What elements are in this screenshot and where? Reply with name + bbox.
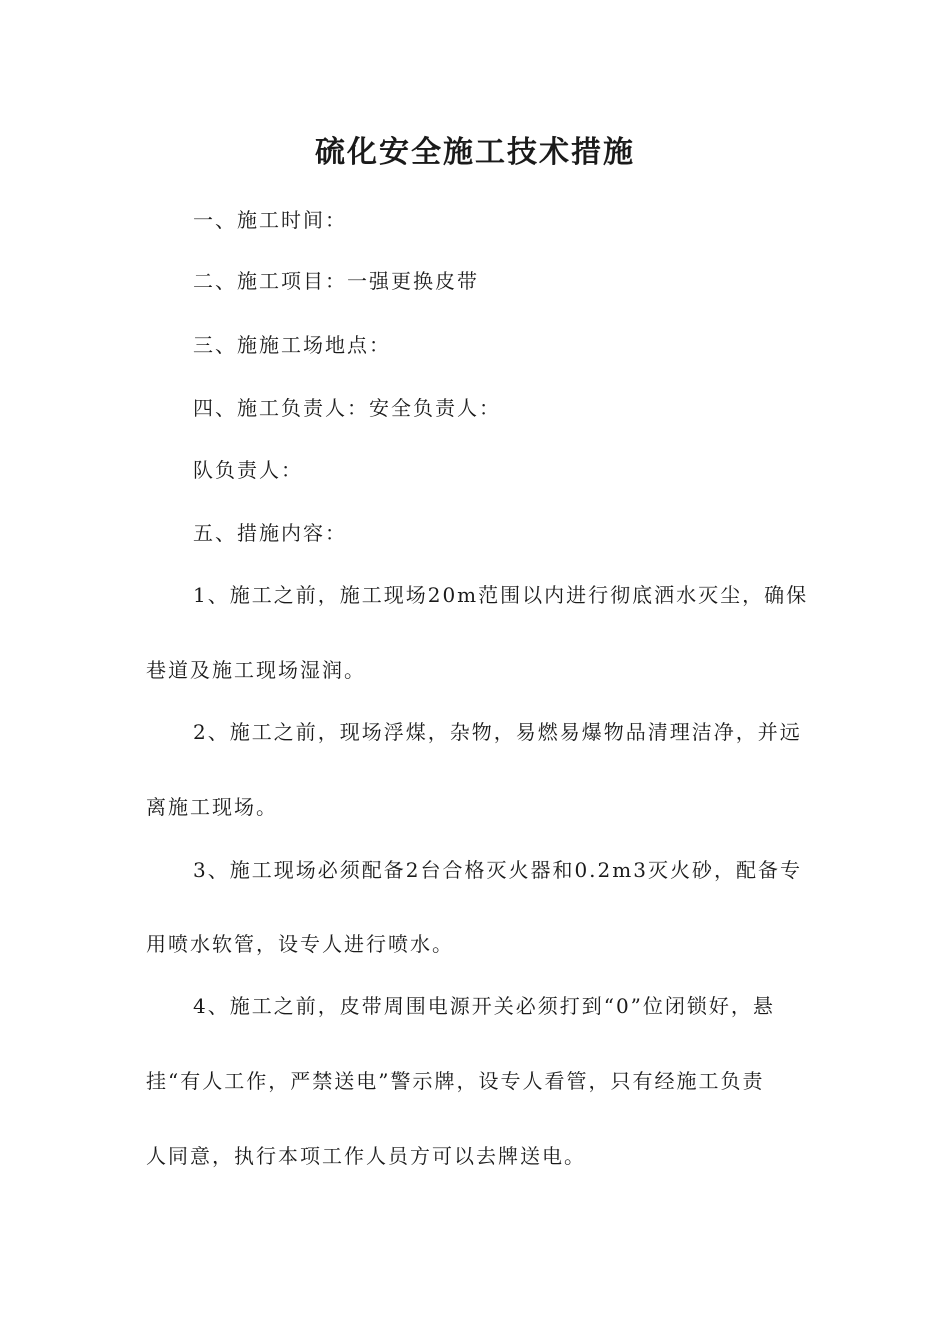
- item-construction-time: 一、施工时间：: [193, 208, 347, 232]
- measure-2-line-2: 离施工现场。: [146, 795, 278, 819]
- item-measures-heading: 五、措施内容：: [193, 521, 347, 545]
- measure-3-line-2: 用喷水软管，设专人进行喷水。: [146, 932, 454, 956]
- measure-4-line-2: 挂“有人工作，严禁送电”警示牌，设专人看管，只有经施工负责: [146, 1069, 765, 1093]
- document-title: 硫化安全施工技术措施: [315, 135, 635, 170]
- item-responsible-persons: 四、施工负责人：安全负责人：: [193, 396, 501, 420]
- measure-3-line-1: 3、施工现场必须配备2台合格灭火器和0.2m3灭火砂，配备专: [193, 858, 802, 882]
- item-team-leader: 队负责人：: [193, 458, 303, 482]
- item-construction-project: 二、施工项目：一强更换皮带: [193, 269, 479, 293]
- measure-4-line-1: 4、施工之前，皮带周围电源开关必须打到“0”位闭锁好，悬: [193, 994, 775, 1018]
- measure-1-line-2: 巷道及施工现场湿润。: [146, 658, 366, 682]
- item-construction-location: 三、施施工场地点：: [193, 333, 391, 357]
- measure-1-line-1: 1、施工之前，施工现场20m范围以内进行彻底洒水灭尘，确保: [193, 583, 809, 607]
- measure-4-line-3: 人同意，执行本项工作人员方可以去牌送电。: [146, 1144, 586, 1168]
- measure-2-line-1: 2、施工之前，现场浮煤，杂物，易燃易爆物品清理洁净，并远: [193, 720, 802, 744]
